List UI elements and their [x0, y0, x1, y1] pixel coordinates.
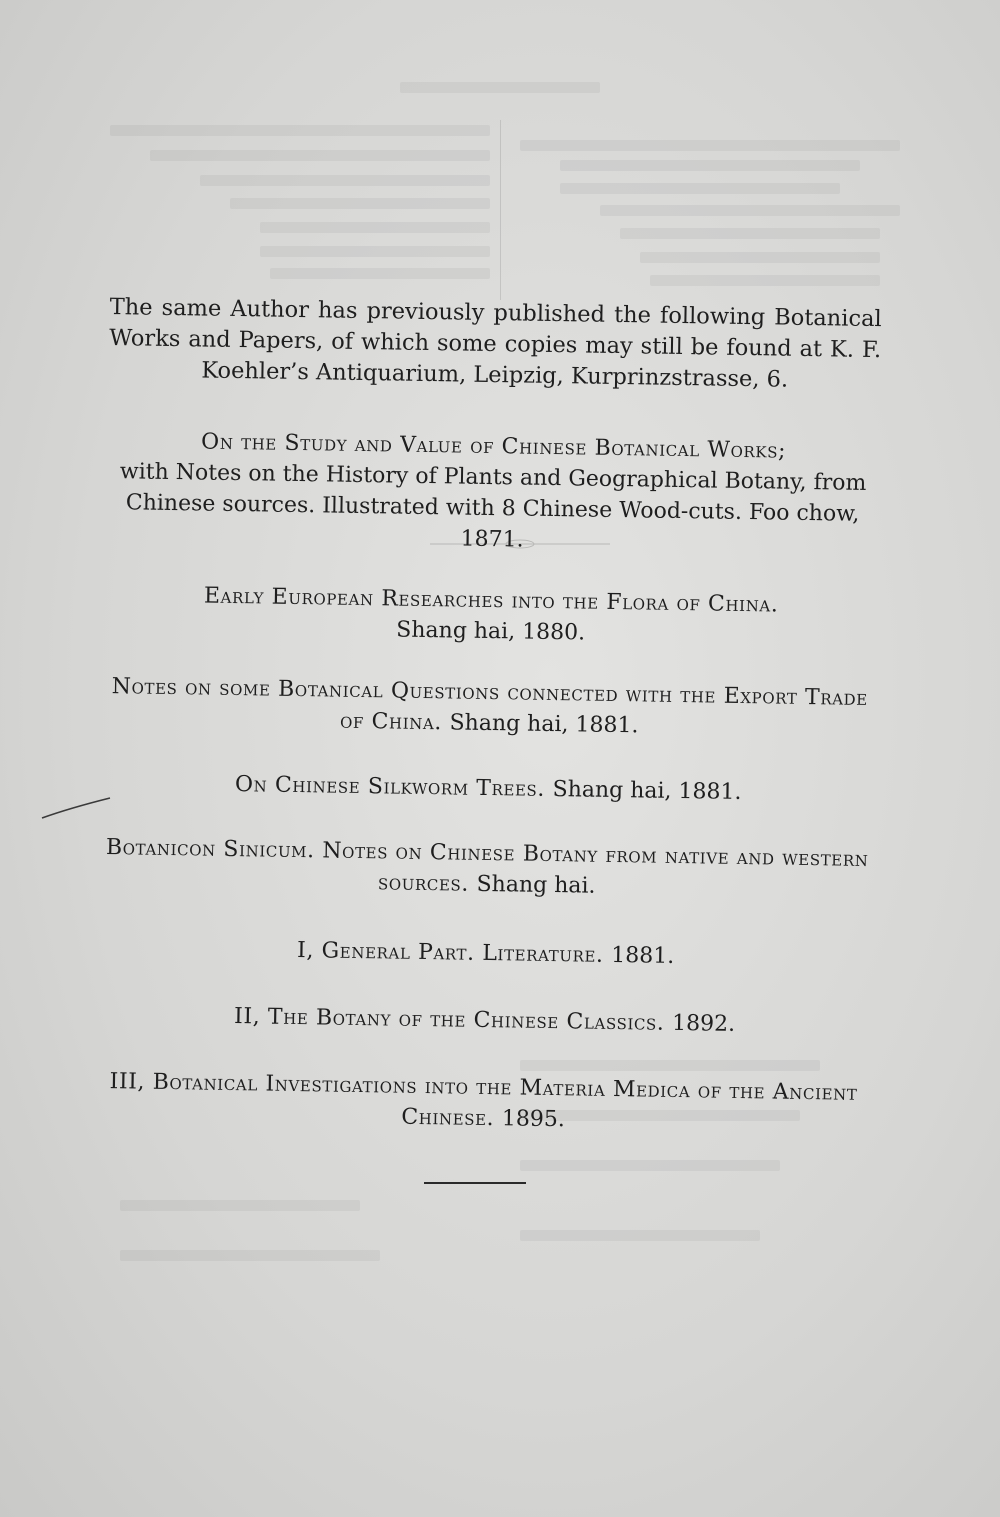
- volume-title: I, General Part. Literature.: [296, 938, 604, 968]
- publication-detail: Shang hai.: [476, 871, 596, 899]
- ghost-line: [520, 140, 900, 151]
- ghost-line: [230, 198, 490, 209]
- volume-title: III, Botanical Investigations into the Materia Medica of the Ancient Chinese.: [109, 1069, 858, 1132]
- ghost-line: [110, 125, 490, 136]
- publication-detail: Shang hai, 1881.: [449, 710, 639, 739]
- ghost-line: [120, 1200, 360, 1211]
- publication-entry: [105, 579, 878, 653]
- ghost-line: [200, 175, 490, 186]
- volume-year: 1892.: [671, 1010, 736, 1037]
- publication-title: Botanicon Sinicum. Notes on Chinese Botany from native and western sources.: [105, 835, 869, 897]
- publication-detail: with Notes on the History of Plants and Geographical Botany, from Chinese sources. Illustrated with 8 Chinese Wood-cuts. Foo chow, 1871.: [119, 459, 867, 553]
- publication-title: On the Study and Value of Chinese Botanical Works;: [200, 429, 787, 464]
- ghost-line: [270, 268, 490, 279]
- ghost-line: [620, 228, 880, 239]
- ghost-line: [150, 150, 490, 161]
- ghost-line: [260, 222, 490, 233]
- ghost-line: [560, 183, 840, 194]
- publication-entry: [106, 425, 880, 561]
- closing-rule: [424, 1182, 526, 1184]
- ghost-line: [520, 1230, 760, 1241]
- volume-entry: [98, 999, 870, 1042]
- ghost-line: [120, 1250, 380, 1261]
- publication-detail: Shang hai, 1881.: [552, 777, 742, 805]
- ghost-column-rule: [500, 120, 501, 300]
- publication-title: Notes on some Botanical Questions connected with the Export Trade of China.: [111, 674, 868, 736]
- publication-entry: [101, 832, 874, 906]
- publication-title: Early European Researches into the Flora of China.: [203, 583, 779, 618]
- publication-entry: [102, 767, 874, 810]
- ghost-line: [260, 246, 490, 257]
- publication-detail: Shang hai, 1880.: [396, 617, 586, 646]
- volume-year: 1881.: [610, 942, 675, 969]
- volume-year: 1895.: [501, 1106, 566, 1133]
- ghost-line: [650, 275, 880, 286]
- publication-title: On Chinese Silkworm Trees.: [234, 772, 546, 802]
- publication-entry: [103, 671, 876, 745]
- intro-paragraph: The same Author has previously published the following Botanical Works and Papers, of which some copies may still be found at K. F. Koehler’s Antiquarium, Leipzig, Kurprinzstrasse, 6.: [109, 293, 882, 393]
- volume-title: II, The Botany of the Chinese Classics.: [233, 1004, 665, 1036]
- ghost-line: [600, 205, 900, 216]
- ghost-line: [520, 1160, 780, 1171]
- ghost-line: [560, 160, 860, 171]
- volume-entry: [99, 932, 871, 975]
- ghost-line: [400, 82, 600, 93]
- publication-list: [97, 292, 882, 1140]
- volume-entry: [97, 1066, 870, 1140]
- ghost-line: [640, 252, 880, 263]
